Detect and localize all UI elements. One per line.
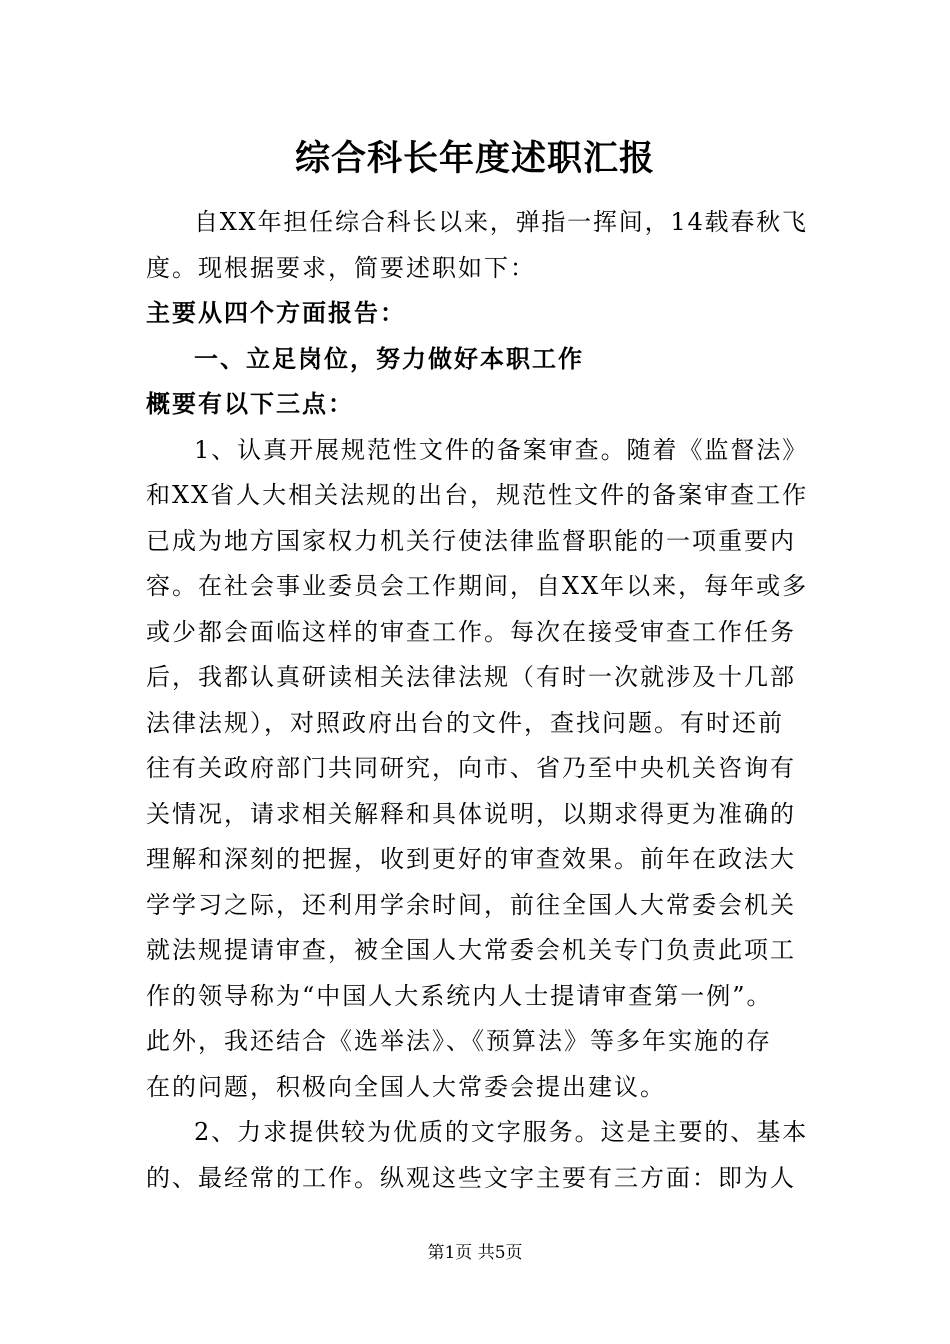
text-line: 一、立足岗位，努力做好本职工作	[194, 344, 584, 373]
text-line: 度。现根据要求，简要述职如下：	[146, 253, 536, 282]
text-line: 自XX年担任综合科长以来，弹指一挥间，14载春秋飞	[194, 208, 808, 236]
text-line: 学学习之际，还利用学余时间，前往全国人大常委会机关	[146, 890, 796, 919]
text-line: 概要有以下三点：	[146, 390, 354, 418]
text-line: 法律法规），对照政府出台的文件，查找问题。有时还前	[146, 708, 784, 737]
document-body	[146, 200, 808, 1201]
text-line: 主要从四个方面报告：	[146, 299, 406, 327]
text-line: 理解和深刻的把握，收到更好的审查效果。前年在政法大	[146, 845, 796, 873]
text-line: 就法规提请审查，被全国人大常委会机关专门负责此项工	[146, 936, 796, 964]
text-line: 或少都会面临这样的审查工作。每次在接受审查工作任务	[146, 617, 796, 646]
document-title: 综合科长年度述职汇报	[294, 138, 655, 179]
text-line: 已成为地方国家权力机关行使法律监督职能的一项重要内	[146, 526, 796, 555]
text-line: 2、力求提供较为优质的文字服务。这是主要的、基本	[194, 1118, 809, 1146]
text-line: 作的领导称为“中国人大系统内人士提请审查第一例”。	[146, 981, 773, 1010]
text-line: 此外，我还结合《选举法》、《预算法》等多年实施的存	[146, 1027, 772, 1055]
text-line: 在的问题，积极向全国人大常委会提出建议。	[146, 1072, 666, 1101]
text-line: 容。在社会事业委员会工作期间，自XX年以来，每年或多	[146, 572, 809, 600]
text-line: 和XX省人大相关法规的出台，规范性文件的备案审查工作	[146, 481, 809, 509]
text-line: 往有关政府部门共同研究，向市、省乃至中央机关咨询有	[146, 754, 796, 782]
page-footer: 第1页 共5页	[427, 1243, 523, 1263]
text-line: 后，我都认真研读相关法律法规（有时一次就涉及十几部	[146, 663, 796, 691]
text-line: 关情况，请求相关解释和具体说明，以期求得更为准确的	[146, 799, 796, 828]
text-line: 的、最经常的工作。纵观这些文字主要有三方面：即为人	[146, 1163, 796, 1192]
text-line: 1、认真开展规范性文件的备案审查。随着《监督法》	[194, 435, 809, 464]
